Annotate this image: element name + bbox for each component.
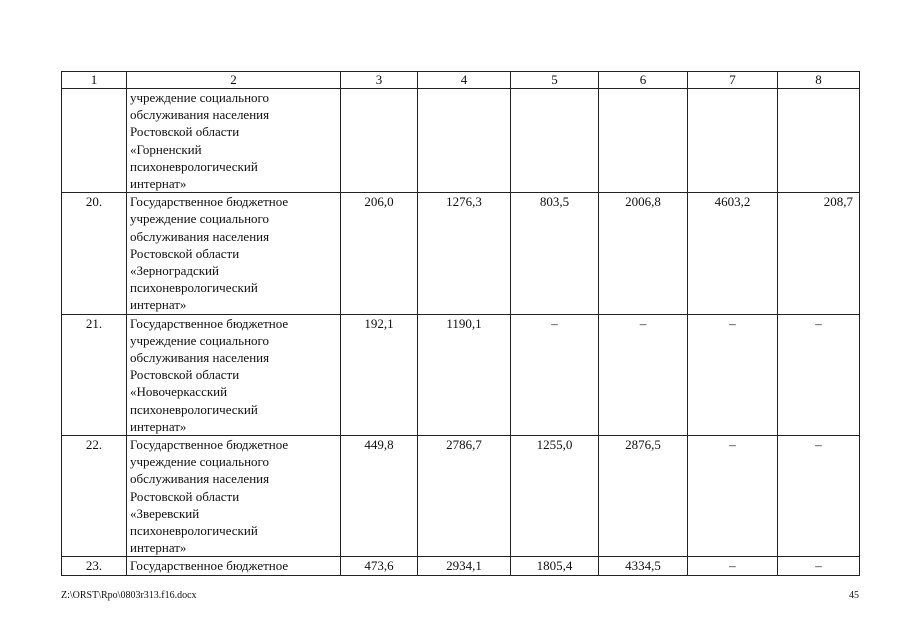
cell-col7 bbox=[688, 89, 778, 193]
row-number: 23. bbox=[62, 557, 127, 576]
cell-col6: – bbox=[599, 314, 688, 435]
budget-table bbox=[61, 71, 860, 576]
footer-file-path: Z:\ORST\Rpo\0803r313.f16.docx bbox=[61, 590, 197, 601]
cell-col7: 4603,2 bbox=[688, 193, 778, 314]
column-header: 8 bbox=[778, 72, 860, 89]
cell-col5: 803,5 bbox=[511, 193, 599, 314]
cell-col7: – bbox=[688, 314, 778, 435]
cell-col6 bbox=[599, 89, 688, 193]
cell-col4: 1190,1 bbox=[418, 314, 511, 435]
cell-col8: 208,7 bbox=[778, 193, 860, 314]
cell-col3: 473,6 bbox=[341, 557, 418, 576]
cell-col8: – bbox=[778, 436, 860, 557]
table-row bbox=[62, 193, 860, 314]
cell-col5: 1255,0 bbox=[511, 436, 599, 557]
cell-col6: 4334,5 bbox=[599, 557, 688, 576]
institution-name: Государственное бюджетное учреждение социального обслуживания населения Ростовской области «Новочеркасский психоневрологический интернат» bbox=[127, 314, 341, 435]
cell-col4: 1276,3 bbox=[418, 193, 511, 314]
cell-col4: 2934,1 bbox=[418, 557, 511, 576]
institution-name: Государственное бюджетное bbox=[127, 557, 341, 576]
column-header: 6 bbox=[599, 72, 688, 89]
cell-col4 bbox=[418, 89, 511, 193]
cell-col3 bbox=[341, 89, 418, 193]
table-row bbox=[62, 557, 860, 576]
institution-name: Государственное бюджетное учреждение социального обслуживания населения Ростовской области «Зерноградский психоневрологический интернат» bbox=[127, 193, 341, 314]
cell-col3: 449,8 bbox=[341, 436, 418, 557]
cell-col3: 206,0 bbox=[341, 193, 418, 314]
page-number: 45 bbox=[849, 590, 859, 601]
column-header: 3 bbox=[341, 72, 418, 89]
table-header-row bbox=[62, 72, 860, 89]
institution-name: Государственное бюджетное учреждение социального обслуживания населения Ростовской области «Зверевский психоневрологический интернат» bbox=[127, 436, 341, 557]
cell-col7: – bbox=[688, 436, 778, 557]
column-header: 4 bbox=[418, 72, 511, 89]
row-number: 20. bbox=[62, 193, 127, 314]
table-row bbox=[62, 436, 860, 557]
cell-col8: – bbox=[778, 314, 860, 435]
column-header: 1 bbox=[62, 72, 127, 89]
cell-col7: – bbox=[688, 557, 778, 576]
table-row bbox=[62, 314, 860, 435]
row-number: 22. bbox=[62, 436, 127, 557]
cell-col5: 1805,4 bbox=[511, 557, 599, 576]
table-row bbox=[62, 89, 860, 193]
column-header: 2 bbox=[127, 72, 341, 89]
column-header: 5 bbox=[511, 72, 599, 89]
cell-col5 bbox=[511, 89, 599, 193]
cell-col6: 2876,5 bbox=[599, 436, 688, 557]
cell-col3: 192,1 bbox=[341, 314, 418, 435]
cell-col8 bbox=[778, 89, 860, 193]
cell-col6: 2006,8 bbox=[599, 193, 688, 314]
cell-col4: 2786,7 bbox=[418, 436, 511, 557]
row-number bbox=[62, 89, 127, 193]
column-header: 7 bbox=[688, 72, 778, 89]
row-number: 21. bbox=[62, 314, 127, 435]
institution-name: учреждение социального обслуживания населения Ростовской области «Горненский психоневрологический интернат» bbox=[127, 89, 341, 193]
cell-col8: – bbox=[778, 557, 860, 576]
cell-col5: – bbox=[511, 314, 599, 435]
